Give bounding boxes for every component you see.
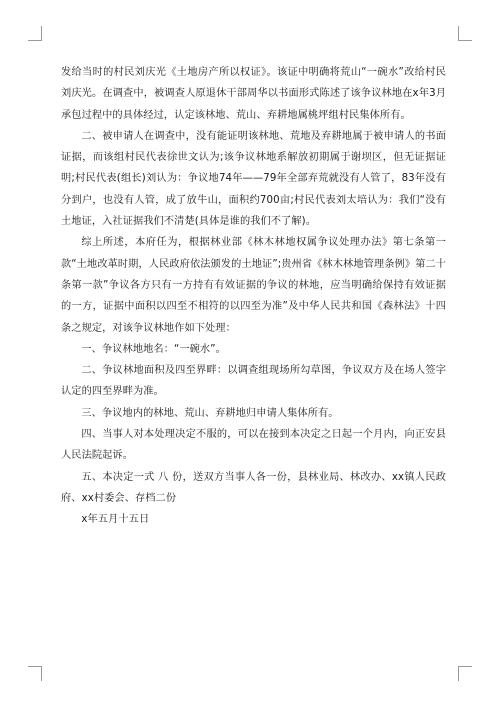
- paragraph-respondent-evidence: 二、被申请人在调查中，没有能证明该林地、荒地及弃耕地属于被申请人的书面证据，而该组村民代表徐世文认为;该争议林地系解放初期属于谢坝区，但无证据证明;村民代表(组长)刘认为：争议地74年——79年全部弃荒就没有人管了，83年没有分到户，也没有人管，成了放牛山，面积约700亩;村民代表刘太培认为：我们“没有土地证，入社证据我们不清楚(具体是谁的我们不了解)。: [61, 130, 446, 228]
- crop-mark-top-right: [458, 26, 459, 40]
- paragraph-item-1: 一、争议林地地名：“一碗水”。: [81, 343, 226, 355]
- crop-mark-top-left: [41, 26, 42, 40]
- crop-mark-top-right: [458, 40, 472, 41]
- paragraph-item-3: 三、争议地内的林地、荒山、弃耕地归申请人集体所有。: [81, 407, 339, 419]
- paragraph-item-5: 五、本决定一式 八 份，送双方当事人各一份，县林业局、林改办、xx镇人民政府、xx村委会、存档二份: [61, 471, 446, 504]
- paragraph-item-2: 二、争议林地面积及四至界畔：以调查组现场所勾草图，争议双方及在场人签字认定的四至界畔为准。: [61, 365, 446, 398]
- crop-mark-bottom-left: [41, 667, 42, 681]
- paragraph-conclusion: 综上所述，本府任为，根据林业部《林木林地权属争议处理办法》第七条第一款“土地改革时期，人民政府依法颁发的土地证”;贵州省《林木林地管理条例》第二十条第一款”争议各方只有一方持有有效证据的争议的林地，应当明确给保持有效证据的一方，证据中面积以四至不相符的以四至为准”及中华人民共和国《森林法》十四条之规定，对该争议林地作如下处理：: [61, 237, 446, 334]
- crop-mark-bottom-right: [458, 667, 459, 681]
- document-body: [61, 62, 446, 531]
- crop-mark-top-left: [28, 40, 42, 41]
- document-date: x年五月十五日: [81, 514, 150, 526]
- paragraph-continuation: 发给当时的村民刘庆光《土地房产所以权证》。该证中明确将荒山“一碗水”改给村民刘庆光。在调查中，被调查人原退休干部周华以书面形式陈述了该争议林地在x年3月承包过程中的具体经过，认定该林地、荒山、弃耕地属桃坪组村民集体所有。: [61, 67, 446, 121]
- paragraph-item-4: 四、当事人对本处理决定不服的，可以在接到本决定之日起一个月内，向正安县人民法院起诉。: [61, 429, 446, 462]
- crop-mark-bottom-right: [458, 666, 472, 667]
- crop-mark-bottom-left: [28, 666, 42, 667]
